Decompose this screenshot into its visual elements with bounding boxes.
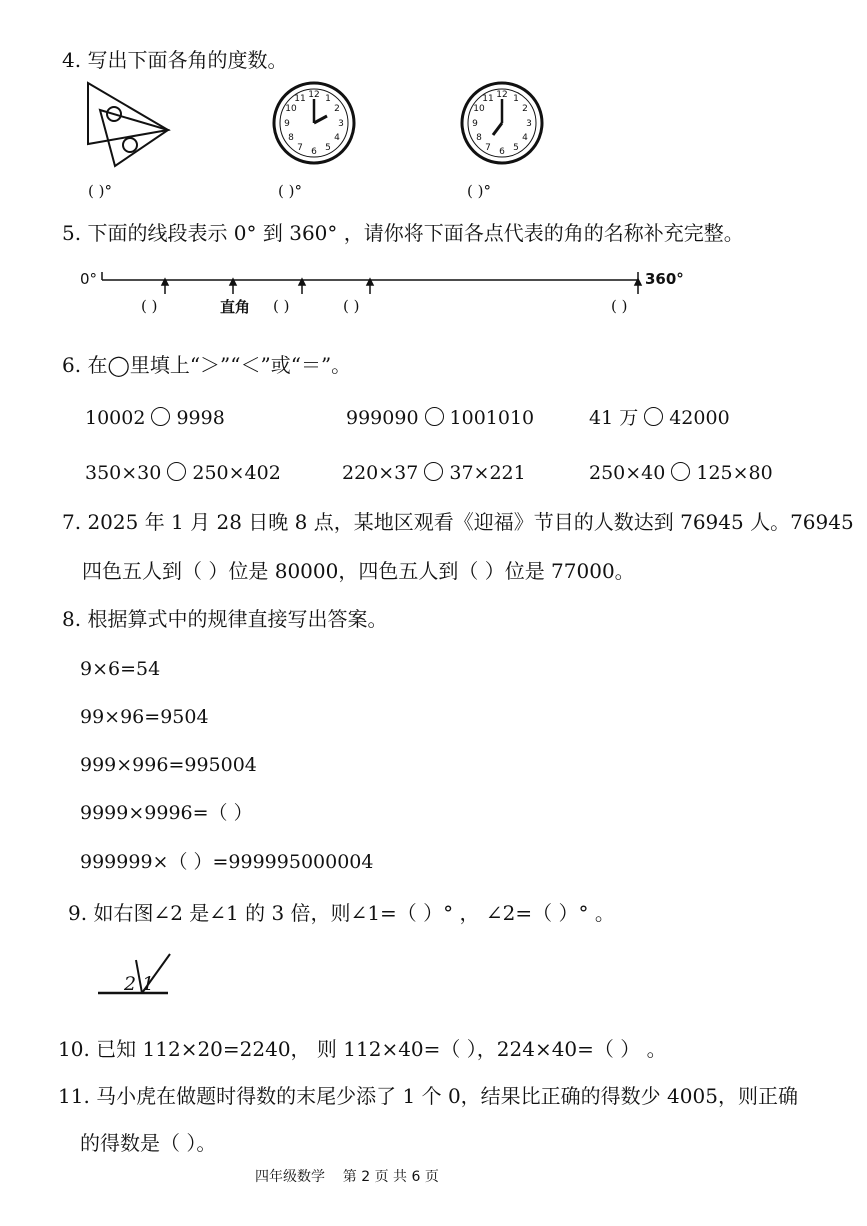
svg-text:6: 6 [499, 147, 505, 157]
q6-item-2-right: 1001010 [449, 407, 535, 429]
svg-text:4: 4 [334, 133, 340, 143]
q7-line-2[interactable]: 四色五人到（ ）位是 80000，四色五人到（ ）位是 77000。 [82, 559, 635, 583]
q8-line-3: 999×996=995004 [80, 754, 257, 776]
angle-label-2: 2 [124, 973, 137, 995]
q6-title: 6. 在◯里填上“＞”“＜”或“＝”。 [62, 353, 352, 377]
svg-text:5: 5 [513, 143, 519, 153]
q4-title: 4. 写出下面各角的度数。 [62, 48, 288, 72]
triangle-ruler-figure [80, 80, 175, 175]
q8-line-1: 9×6=54 [80, 658, 161, 680]
svg-text:7: 7 [297, 143, 303, 153]
q5-point-label-3[interactable]: ( ) [273, 297, 290, 315]
compare-circle[interactable] [167, 462, 186, 481]
svg-text:10: 10 [473, 104, 485, 114]
q6-item-3 [589, 407, 730, 428]
svg-text:11: 11 [482, 94, 494, 104]
svg-text:2: 2 [522, 104, 528, 114]
q6-item-3-right: 42000 [669, 407, 730, 429]
clock-icon-1 [271, 80, 357, 166]
svg-text:1: 1 [513, 94, 519, 104]
q4-answer-1[interactable]: ( )° [88, 182, 112, 200]
compare-circle[interactable] [424, 462, 443, 481]
q7-line-1: 7. 2025 年 1 月 28 日晚 8 点，某地区观看《迎福》节目的人数达到 76945 人。76945 [62, 510, 854, 534]
svg-text:7: 7 [485, 143, 491, 153]
q6-item-6-left: 250×40 [589, 462, 666, 484]
page-footer: 四年级数学 第 2 页 共 6 页 [255, 1169, 439, 1185]
q5-point-label-4[interactable]: ( ) [343, 297, 360, 315]
q6-item-5-left: 220×37 [342, 462, 419, 484]
q5-start-label: 0° [80, 270, 98, 288]
q6-item-5 [342, 462, 526, 483]
compare-circle[interactable] [671, 462, 690, 481]
svg-text:3: 3 [526, 119, 532, 129]
q5-title: 5. 下面的线段表示 0° 到 360° ，请你将下面各点代表的角的名称补充完整。 [62, 221, 744, 245]
q8-line-5[interactable]: 999999×（ ）=999995000004 [80, 851, 374, 873]
q10-text[interactable]: 10. 已知 112×20=2240， 则 112×40=（ ），224×40=（ ） 。 [58, 1037, 667, 1061]
q5-point-label-5[interactable]: ( ) [611, 297, 628, 315]
compare-circle[interactable] [151, 407, 170, 426]
svg-text:5: 5 [325, 143, 331, 153]
svg-text:11: 11 [294, 94, 306, 104]
q6-item-3-left: 41 万 [589, 407, 639, 429]
angle-figure [96, 948, 186, 998]
q8-title: 8. 根据算式中的规律直接写出答案。 [62, 607, 388, 631]
angle-label-1: 1 [142, 973, 155, 995]
q6-item-2 [346, 407, 534, 428]
q9-text: 9. 如右图∠2 是∠1 的 3 倍，则∠1=（ ）° ， ∠2=（ ）° 。 [68, 901, 615, 925]
svg-text:8: 8 [288, 133, 294, 143]
svg-text:9: 9 [472, 119, 478, 129]
clock-icon-2 [459, 80, 545, 166]
svg-text:1: 1 [325, 94, 331, 104]
q6-item-4-right: 250×402 [192, 462, 281, 484]
svg-text:10: 10 [285, 104, 297, 114]
q4-answer-3[interactable]: ( )° [467, 182, 491, 200]
q8-line-2: 99×96=9504 [80, 706, 209, 728]
angle-number-line [100, 268, 645, 298]
q6-item-1-left: 10002 [85, 407, 146, 429]
q6-item-5-right: 37×221 [449, 462, 526, 484]
q4-answer-2[interactable]: ( )° [278, 182, 302, 200]
q11-line-2[interactable]: 的得数是（ ）。 [80, 1131, 217, 1155]
svg-text:8: 8 [476, 133, 482, 143]
q6-item-2-left: 999090 [346, 407, 419, 429]
svg-text:2: 2 [334, 104, 340, 114]
compare-circle[interactable] [644, 407, 663, 426]
q11-line-1: 11. 马小虎在做题时得数的末尾少添了 1 个 0，结果比正确的得数少 4005，则正确 [58, 1084, 798, 1108]
compare-circle[interactable] [425, 407, 444, 426]
q8-line-4[interactable]: 9999×9996=（ ） [80, 802, 253, 824]
q5-point-label-2: 直角 [220, 298, 251, 316]
q6-item-4-left: 350×30 [85, 462, 162, 484]
q5-point-label-1[interactable]: ( ) [141, 297, 158, 315]
svg-text:12: 12 [308, 90, 320, 100]
svg-text:9: 9 [284, 119, 290, 129]
q6-item-6-right: 125×80 [696, 462, 773, 484]
svg-text:6: 6 [311, 147, 317, 157]
svg-text:12: 12 [496, 90, 508, 100]
svg-text:3: 3 [338, 119, 344, 129]
q5-end-label: 360° [645, 270, 684, 288]
q6-item-1 [85, 407, 225, 428]
q6-item-1-right: 9998 [176, 407, 225, 429]
q6-item-6 [589, 462, 773, 483]
svg-text:4: 4 [522, 133, 528, 143]
q6-item-4 [85, 462, 281, 483]
